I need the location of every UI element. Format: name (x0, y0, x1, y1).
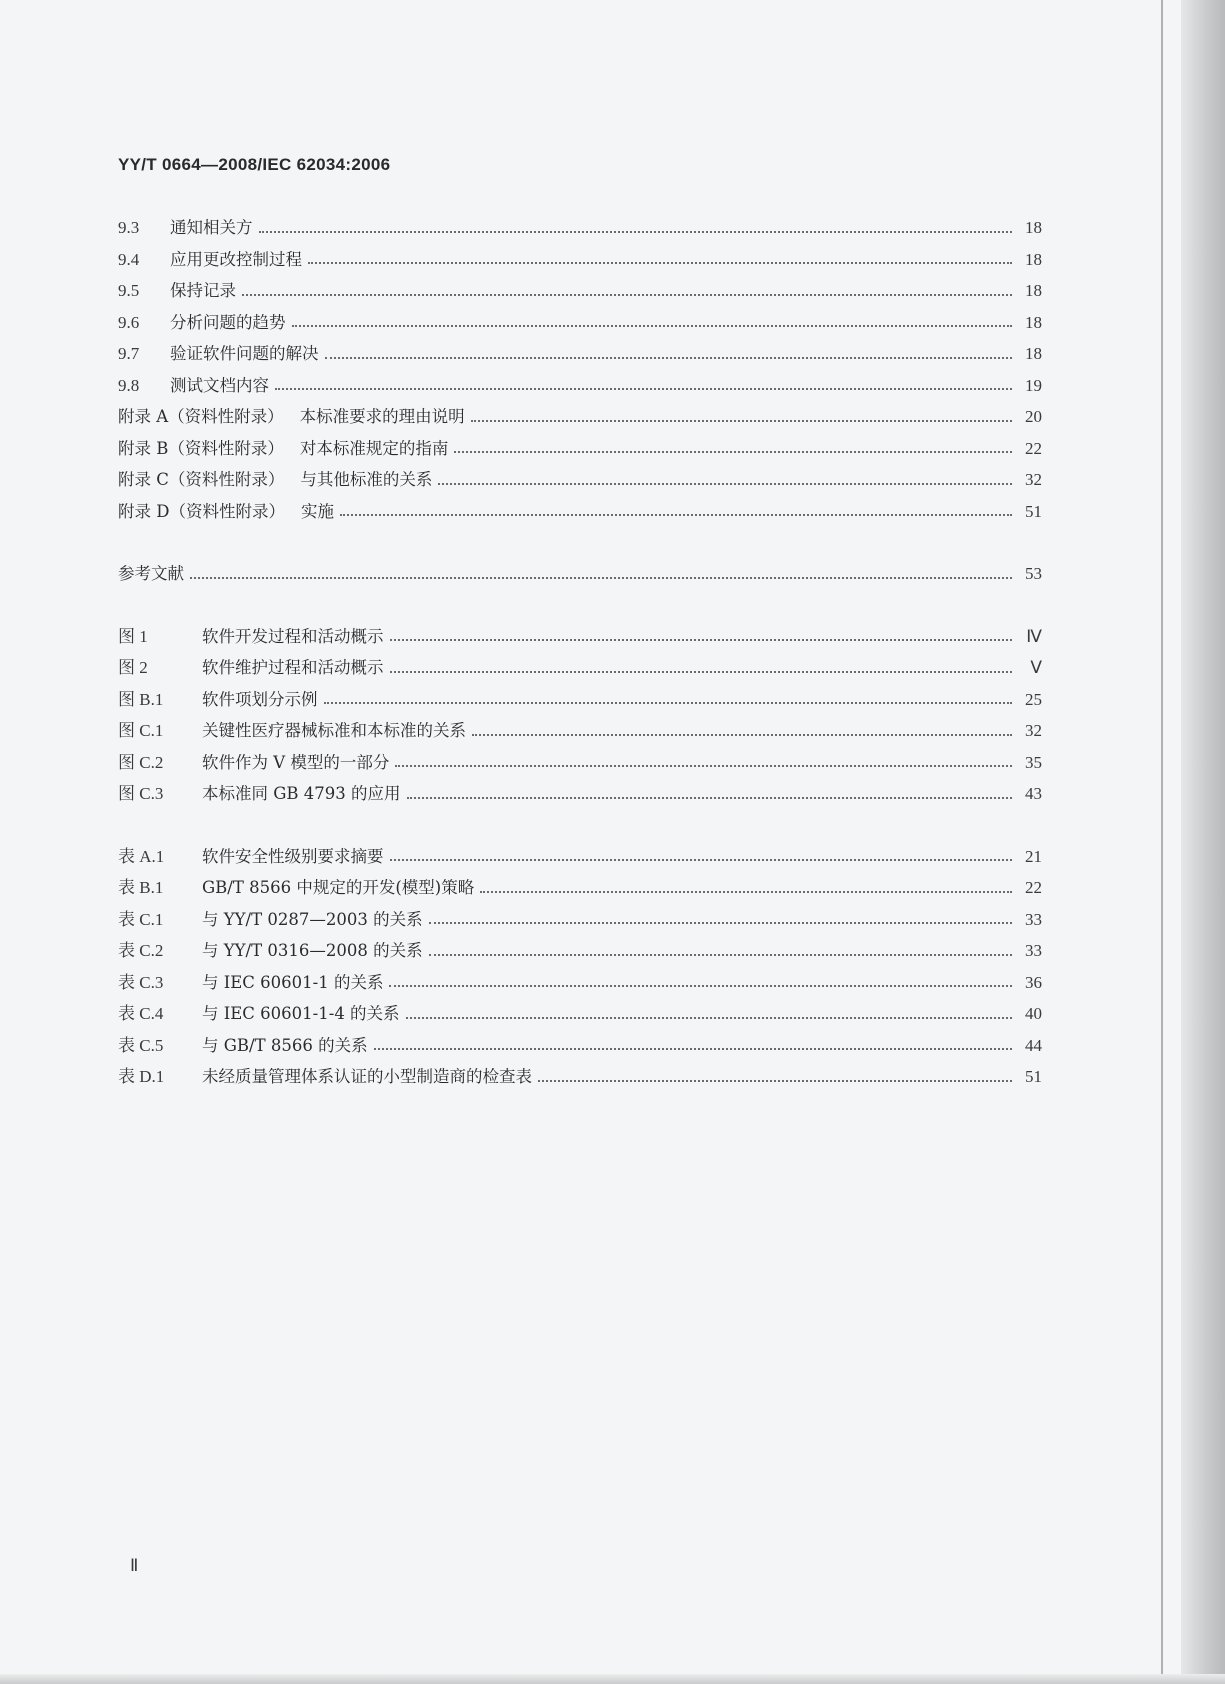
toc-entry-page: 40 (1025, 1004, 1042, 1023)
figure-title: 软件作为 V 模型的一部分 (202, 752, 390, 772)
page-bottom-shadow (0, 1674, 1225, 1684)
table-number: 表 B.1 (118, 878, 164, 897)
table-title: 与 GB/T 8566 的关系 (202, 1035, 368, 1055)
toc-figure-entry[interactable] (118, 684, 1042, 716)
toc-entry-page: 18 (1025, 312, 1042, 332)
annex-label: 附录 A（资料性附录） (118, 407, 284, 426)
toc-entry[interactable] (118, 275, 1042, 307)
dot-leader (275, 388, 1012, 390)
table-number: 表 C.5 (118, 1035, 164, 1055)
toc-entry-page: 32 (1025, 721, 1042, 740)
toc-entry-title: 本标准要求的理由说明 (299, 407, 465, 426)
annex-label: 附录 C（资料性附录） (118, 470, 285, 489)
toc-entry-title: 对本标准规定的指南 (299, 438, 449, 458)
dot-leader (395, 765, 1012, 767)
toc-entry-page: 19 (1025, 375, 1042, 395)
references-title: 参考文献 (118, 564, 184, 583)
dot-leader (407, 797, 1012, 799)
dot-leader (190, 577, 1012, 579)
table-title: 与 YY/T 0287—2003 的关系 (202, 909, 423, 929)
dot-leader (390, 859, 1013, 861)
toc-entry-number: 9.6 (118, 312, 140, 332)
toc-entry-number: 9.4 (118, 249, 140, 269)
toc-entry-page: 18 (1025, 249, 1042, 269)
toc-entry-number: 9.5 (118, 281, 140, 300)
table-number: 表 A.1 (118, 846, 165, 866)
toc-entry-page: 32 (1025, 470, 1042, 489)
toc-figure-entry[interactable] (118, 778, 1042, 810)
toc-entry-title: 分析问题的趋势 (170, 312, 286, 332)
toc-entry-title: 实施 (300, 501, 334, 521)
toc-sections (118, 212, 1042, 527)
toc-entry-number: 9.7 (118, 344, 140, 363)
toc-entry-title: 保持记录 (170, 281, 236, 300)
toc-entry-page: 22 (1025, 878, 1042, 897)
dot-leader (471, 420, 1012, 422)
toc-entry-number: 9.3 (118, 218, 140, 237)
toc-entry[interactable] (118, 370, 1042, 402)
page-content (118, 150, 1042, 1093)
toc-table-entry[interactable] (118, 872, 1042, 904)
toc-annex-entry[interactable] (118, 464, 1042, 496)
toc-entry-number: 9.8 (118, 375, 140, 395)
figure-title: 软件项划分示例 (202, 689, 318, 709)
toc-entry-page: 35 (1025, 752, 1042, 772)
annex-label: 附录 B（资料性附录） (118, 438, 284, 458)
toc-entry-page: 33 (1025, 941, 1042, 960)
dot-leader (292, 325, 1013, 327)
toc-entry-title: 通知相关方 (170, 218, 253, 237)
dot-leader (472, 734, 1012, 736)
toc-entry-page: Ⅳ (1026, 626, 1042, 646)
dot-leader (374, 1048, 1012, 1050)
table-number: 表 C.2 (118, 941, 164, 960)
toc-entry-page: 22 (1025, 438, 1042, 458)
figure-title: 软件维护过程和活动概示 (202, 658, 384, 677)
figure-number: 图 B.1 (118, 689, 164, 709)
toc-entry-page: 21 (1025, 846, 1042, 866)
toc-entry-page: 18 (1025, 344, 1042, 363)
toc-table-entry[interactable] (118, 1030, 1042, 1062)
table-title: 与 YY/T 0316—2008 的关系 (202, 941, 423, 960)
figure-number: 图 C.2 (118, 752, 164, 772)
dot-leader (406, 1017, 1012, 1019)
table-title: 未经质量管理体系认证的小型制造商的检查表 (202, 1067, 532, 1086)
dot-leader (259, 231, 1013, 233)
toc-figure-entry[interactable] (118, 747, 1042, 779)
dot-leader (324, 702, 1013, 704)
toc-entry-page: 25 (1025, 689, 1042, 709)
toc-entry-title: 测试文档内容 (170, 375, 269, 395)
toc-entry-page: 36 (1025, 972, 1042, 992)
dot-leader (390, 639, 1013, 641)
dot-leader (429, 954, 1012, 956)
page-number: Ⅱ (130, 1556, 139, 1575)
toc-figure-entry[interactable] (118, 621, 1042, 653)
toc-entry-page: 51 (1025, 1067, 1042, 1086)
toc-entry-page: 44 (1025, 1035, 1042, 1055)
dot-leader (538, 1080, 1012, 1082)
page-edge-shadow (1181, 0, 1225, 1684)
toc-table-entry[interactable] (118, 998, 1042, 1030)
toc-entry-page: 33 (1025, 909, 1042, 929)
dot-leader (308, 262, 1012, 264)
figure-title: 关键性医疗器械标准和本标准的关系 (202, 721, 466, 740)
page-edge-line (1161, 0, 1163, 1684)
toc-annex-entry[interactable] (118, 496, 1042, 528)
toc-entry[interactable] (118, 338, 1042, 370)
toc-entry-title: 与其他标准的关系 (300, 470, 433, 489)
dot-leader (242, 294, 1012, 296)
toc-entry-page: 53 (1025, 564, 1042, 583)
dot-leader (389, 985, 1012, 987)
table-title: 与 IEC 60601-1 的关系 (202, 972, 384, 992)
toc-table-entry[interactable] (118, 904, 1042, 936)
toc-table-entry[interactable] (118, 967, 1042, 999)
toc-references (118, 558, 1042, 590)
standard-code-header: YY/T 0664—2008/IEC 62034:2006 (118, 155, 391, 174)
table-title: GB/T 8566 中规定的开发(模型)策略 (202, 878, 475, 897)
toc-annex-entry[interactable] (118, 401, 1042, 433)
dot-leader (454, 451, 1012, 453)
toc-tables (118, 841, 1042, 1093)
toc-entry[interactable] (118, 244, 1042, 276)
dot-leader (480, 891, 1012, 893)
dot-leader (340, 514, 1012, 516)
toc-table-entry[interactable] (118, 935, 1042, 967)
toc-entry[interactable] (118, 307, 1042, 339)
annex-label: 附录 D（资料性附录） (118, 501, 285, 521)
toc-entry-page: 43 (1025, 784, 1042, 803)
dot-leader (325, 357, 1013, 359)
figure-number: 图 1 (118, 626, 148, 646)
figure-title: 本标准同 GB 4793 的应用 (202, 784, 401, 803)
toc-references-entry[interactable] (118, 558, 1042, 590)
table-title: 软件安全性级别要求摘要 (202, 846, 384, 866)
dot-leader (429, 922, 1012, 924)
table-number: 表 C.1 (118, 909, 164, 929)
table-number: 表 D.1 (118, 1067, 165, 1086)
figure-number: 图 2 (118, 658, 148, 677)
toc-entry-title: 应用更改控制过程 (170, 249, 302, 269)
figure-number: 图 C.3 (118, 784, 164, 803)
toc-entry-page: 18 (1025, 281, 1042, 300)
toc-entry[interactable] (118, 212, 1042, 244)
toc-entry-title: 验证软件问题的解决 (170, 344, 319, 363)
table-number: 表 C.3 (118, 972, 164, 992)
toc-table-entry[interactable] (118, 1061, 1042, 1093)
toc-entry-page: 20 (1025, 407, 1042, 426)
figure-title: 软件开发过程和活动概示 (202, 626, 384, 646)
dot-leader (438, 483, 1012, 485)
toc-entry-page: 51 (1025, 501, 1042, 521)
table-number: 表 C.4 (118, 1004, 164, 1023)
figure-number: 图 C.1 (118, 721, 164, 740)
table-title: 与 IEC 60601-1-4 的关系 (202, 1004, 400, 1023)
toc-figure-entry[interactable] (118, 715, 1042, 747)
toc-figures (118, 621, 1042, 810)
toc-entry-page: 18 (1025, 218, 1042, 237)
toc-annex-entry[interactable] (118, 433, 1042, 465)
dot-leader (390, 671, 1013, 673)
toc-figure-entry[interactable] (118, 652, 1042, 684)
toc-table-entry[interactable] (118, 841, 1042, 873)
toc-entry-page: Ⅴ (1030, 658, 1042, 677)
